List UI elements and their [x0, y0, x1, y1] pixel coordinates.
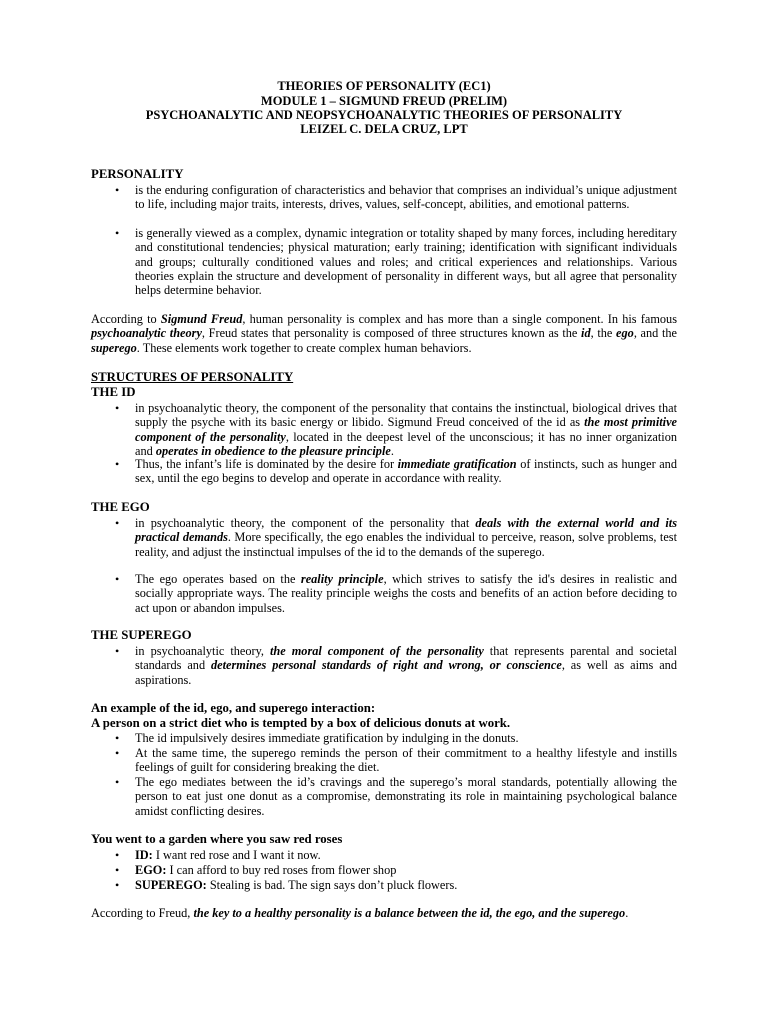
- garden-heading: You went to a garden where you saw red roses: [91, 832, 343, 846]
- bullet-icon: •: [115, 516, 120, 530]
- conclusion-paragraph: According to Freud, the key to a healthy personality is a balance between the id, the ego, and the superego.: [91, 906, 629, 920]
- superego-bullet-1: in psychoanalytic theory, the moral component of the personality that represents parental and societal standards and determines personal standards of right and wrong, or conscience, as well as aims and aspirations.: [135, 644, 677, 687]
- garden-superego-item: SUPEREGO: Stealing is bad. The sign says don’t pluck flowers.: [135, 878, 458, 892]
- bullet-icon: •: [115, 848, 120, 862]
- personality-bullet-2: is generally viewed as a complex, dynamic integration or totality shaped by many forces, including hereditary and constitutional tendencies; physical maturation; early training; identification with significant individuals and groups; culturally conditioned values and roles; and critical experiences and relationships. Various theories explain the structure and development of personality in different ways, but all agree that personality helps determine behavior.: [135, 226, 677, 298]
- subheading-superego: THE SUPEREGO: [91, 628, 192, 642]
- garden-ego-item: EGO: I can afford to buy red roses from flower shop: [135, 863, 397, 877]
- bullet-icon: •: [115, 401, 120, 415]
- bullet-icon: •: [115, 183, 120, 197]
- bullet-icon: •: [115, 226, 120, 240]
- example-bullet-1: The id impulsively desires immediate gratification by indulging in the donuts.: [135, 731, 519, 745]
- ego-bullet-1: in psychoanalytic theory, the component of the personality that deals with the external world and its practical demands. More specifically, the ego enables the individual to perceive, reason, solve problems, test reality, and adjust the instinctual impulses of the id to the demands of the superego.: [135, 516, 677, 559]
- bullet-icon: •: [115, 878, 120, 892]
- subheading-ego: THE EGO: [91, 500, 150, 514]
- id-bullet-2: Thus, the infant’s life is dominated by the desire for immediate gratification of instincts, such as hunger and sex, until the ego begins to develop and operate in accordance with reality.: [135, 457, 677, 486]
- bullet-icon: •: [115, 457, 120, 471]
- bullet-icon: •: [115, 746, 120, 760]
- section-heading-structures: STRUCTURES OF PERSONALITY: [91, 370, 294, 384]
- bullet-icon: •: [115, 572, 120, 586]
- ego-bullet-2: The ego operates based on the reality principle, which strives to satisfy the id's desires in realistic and socially appropriate ways. The reality principle weighs the costs and benefits of an action before deciding to act upon or abandon impulses.: [135, 572, 678, 615]
- example-scenario: A person on a strict diet who is tempted by a box of delicious donuts at work.: [91, 716, 511, 730]
- personality-bullet-1: is the enduring configuration of characteristics and behavior that comprises an individual’s unique adjustment to life, including major traits, interests, drives, values, self-concept, abilities, and emotional patterns.: [135, 183, 677, 212]
- author-name: LEIZEL C. DELA CRUZ, LPT: [300, 122, 468, 136]
- bullet-icon: •: [115, 775, 120, 789]
- freud-paragraph: According to Sigmund Freud, human personality is complex and has more than a single component. In his famous psychoanalytic theory, Freud states that personality is composed of three structures known as the id, the ego, and the superego. These elements work together to create complex human behaviors.: [91, 312, 677, 355]
- bullet-icon: •: [115, 644, 120, 658]
- example-heading: An example of the id, ego, and superego interaction:: [91, 701, 376, 715]
- bullet-icon: •: [115, 731, 120, 745]
- module-title: MODULE 1 – SIGMUND FREUD (PRELIM): [260, 94, 508, 108]
- garden-id-item: ID: I want red rose and I want it now.: [135, 848, 321, 862]
- subject-title: PSYCHOANALYTIC AND NEOPSYCHOANALYTIC THEORIES OF PERSONALITY: [145, 108, 623, 122]
- example-bullet-3: The ego mediates between the id’s cravings and the superego’s moral standards, potentially allowing the person to eat just one donut as a compromise, demonstrating its role in maintaining psychological balance amidst conflicting desires.: [135, 775, 677, 818]
- document-title: THEORIES OF PERSONALITY (EC1): [277, 79, 491, 93]
- section-heading-personality: PERSONALITY: [91, 167, 184, 181]
- example-bullet-2: At the same time, the superego reminds the person of their commitment to a healthy lifestyle and instills feelings of guilt for considering breaking the diet.: [135, 746, 677, 775]
- subheading-id: THE ID: [91, 385, 136, 399]
- bullet-icon: •: [115, 863, 120, 877]
- id-bullet-1: in psychoanalytic theory, the component of the personality that contains the instinctual, biological drives that supply the psyche with its basic energy or libido. Sigmund Freud conceived of the id as the most primitive component of the personality, located in the deepest level of the unconscious; it has no inner organization and operates in obedience to the pleasure principle.: [135, 401, 677, 458]
